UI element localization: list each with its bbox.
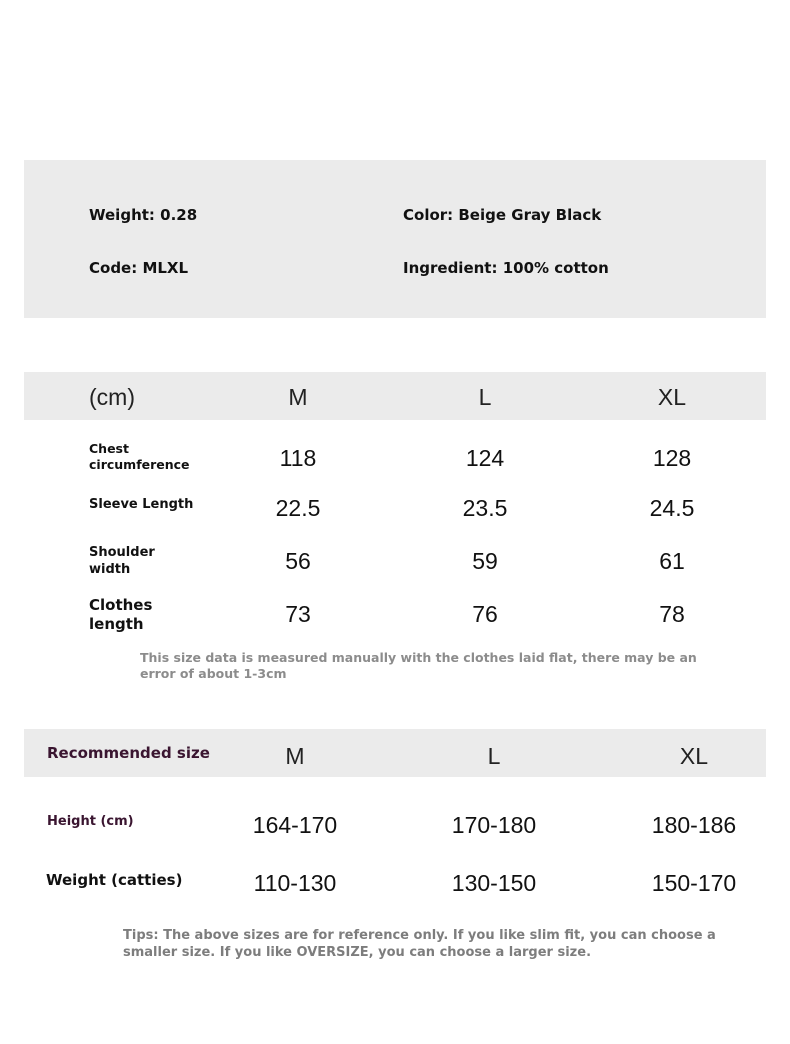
- measure-note-line1: This size data is measured manually with the clothes laid flat, there may be an: [140, 650, 697, 665]
- weight-catties-label: Weight (catties): [46, 871, 183, 889]
- measure-size-m: M: [288, 384, 308, 410]
- weight-text: Weight: 0.28: [89, 206, 198, 224]
- length-xl: 78: [659, 601, 685, 627]
- sleeve-l: 23.5: [462, 495, 508, 521]
- ingredient-text: Ingredient: 100% cotton: [403, 259, 609, 277]
- recommend-size-l: L: [487, 743, 501, 769]
- recommend-size-xl: XL: [679, 743, 709, 769]
- measure-note: [140, 650, 700, 682]
- row-label-chest-line2: circumference: [89, 457, 190, 472]
- row-label-shoulder-line2: width: [89, 562, 131, 577]
- recommend-size-m: M: [285, 743, 305, 769]
- measure-note-line2: error of about 1-3cm: [140, 666, 287, 681]
- length-l: 76: [472, 601, 498, 627]
- row-label-length-line2: length: [89, 615, 144, 633]
- weight-xl: 150-170: [651, 870, 737, 896]
- chest-xl: 128: [652, 445, 692, 471]
- length-m: 73: [285, 601, 311, 627]
- row-label-chest: [89, 441, 190, 473]
- tips-line2: smaller size. If you like OVERSIZE, you can choose a larger size.: [123, 945, 592, 960]
- tips-note: [123, 927, 723, 961]
- row-label-chest-line1: Chest: [89, 441, 129, 456]
- shoulder-xl: 61: [659, 548, 685, 574]
- unit-label: (cm): [89, 384, 135, 410]
- height-m: 164-170: [252, 812, 338, 838]
- info-panel: [24, 160, 766, 318]
- height-label: Height (cm): [47, 814, 134, 829]
- row-label-length-line1: Clothes: [89, 596, 153, 614]
- code-text: Code: MLXL: [89, 259, 189, 277]
- height-xl: 180-186: [651, 812, 737, 838]
- shoulder-m: 56: [285, 548, 311, 574]
- recommend-title: Recommended size: [47, 744, 210, 762]
- weight-m: 110-130: [253, 870, 337, 896]
- height-l: 170-180: [451, 812, 537, 838]
- row-label-shoulder: [89, 544, 155, 578]
- chest-l: 124: [465, 445, 505, 471]
- chest-m: 118: [279, 445, 317, 471]
- row-label-length: [89, 596, 152, 634]
- tips-line1: Tips: The above sizes are for reference only. If you like slim fit, you can choose a: [123, 928, 716, 943]
- measure-size-l: L: [478, 384, 492, 410]
- measure-size-xl: XL: [657, 384, 687, 410]
- color-text: Color: Beige Gray Black: [403, 206, 602, 224]
- shoulder-l: 59: [472, 548, 498, 574]
- row-label-sleeve: Sleeve Length: [89, 497, 194, 512]
- sleeve-m: 22.5: [275, 495, 321, 521]
- row-label-shoulder-line1: Shoulder: [89, 545, 155, 560]
- sleeve-xl: 24.5: [649, 495, 695, 521]
- weight-l: 130-150: [451, 870, 537, 896]
